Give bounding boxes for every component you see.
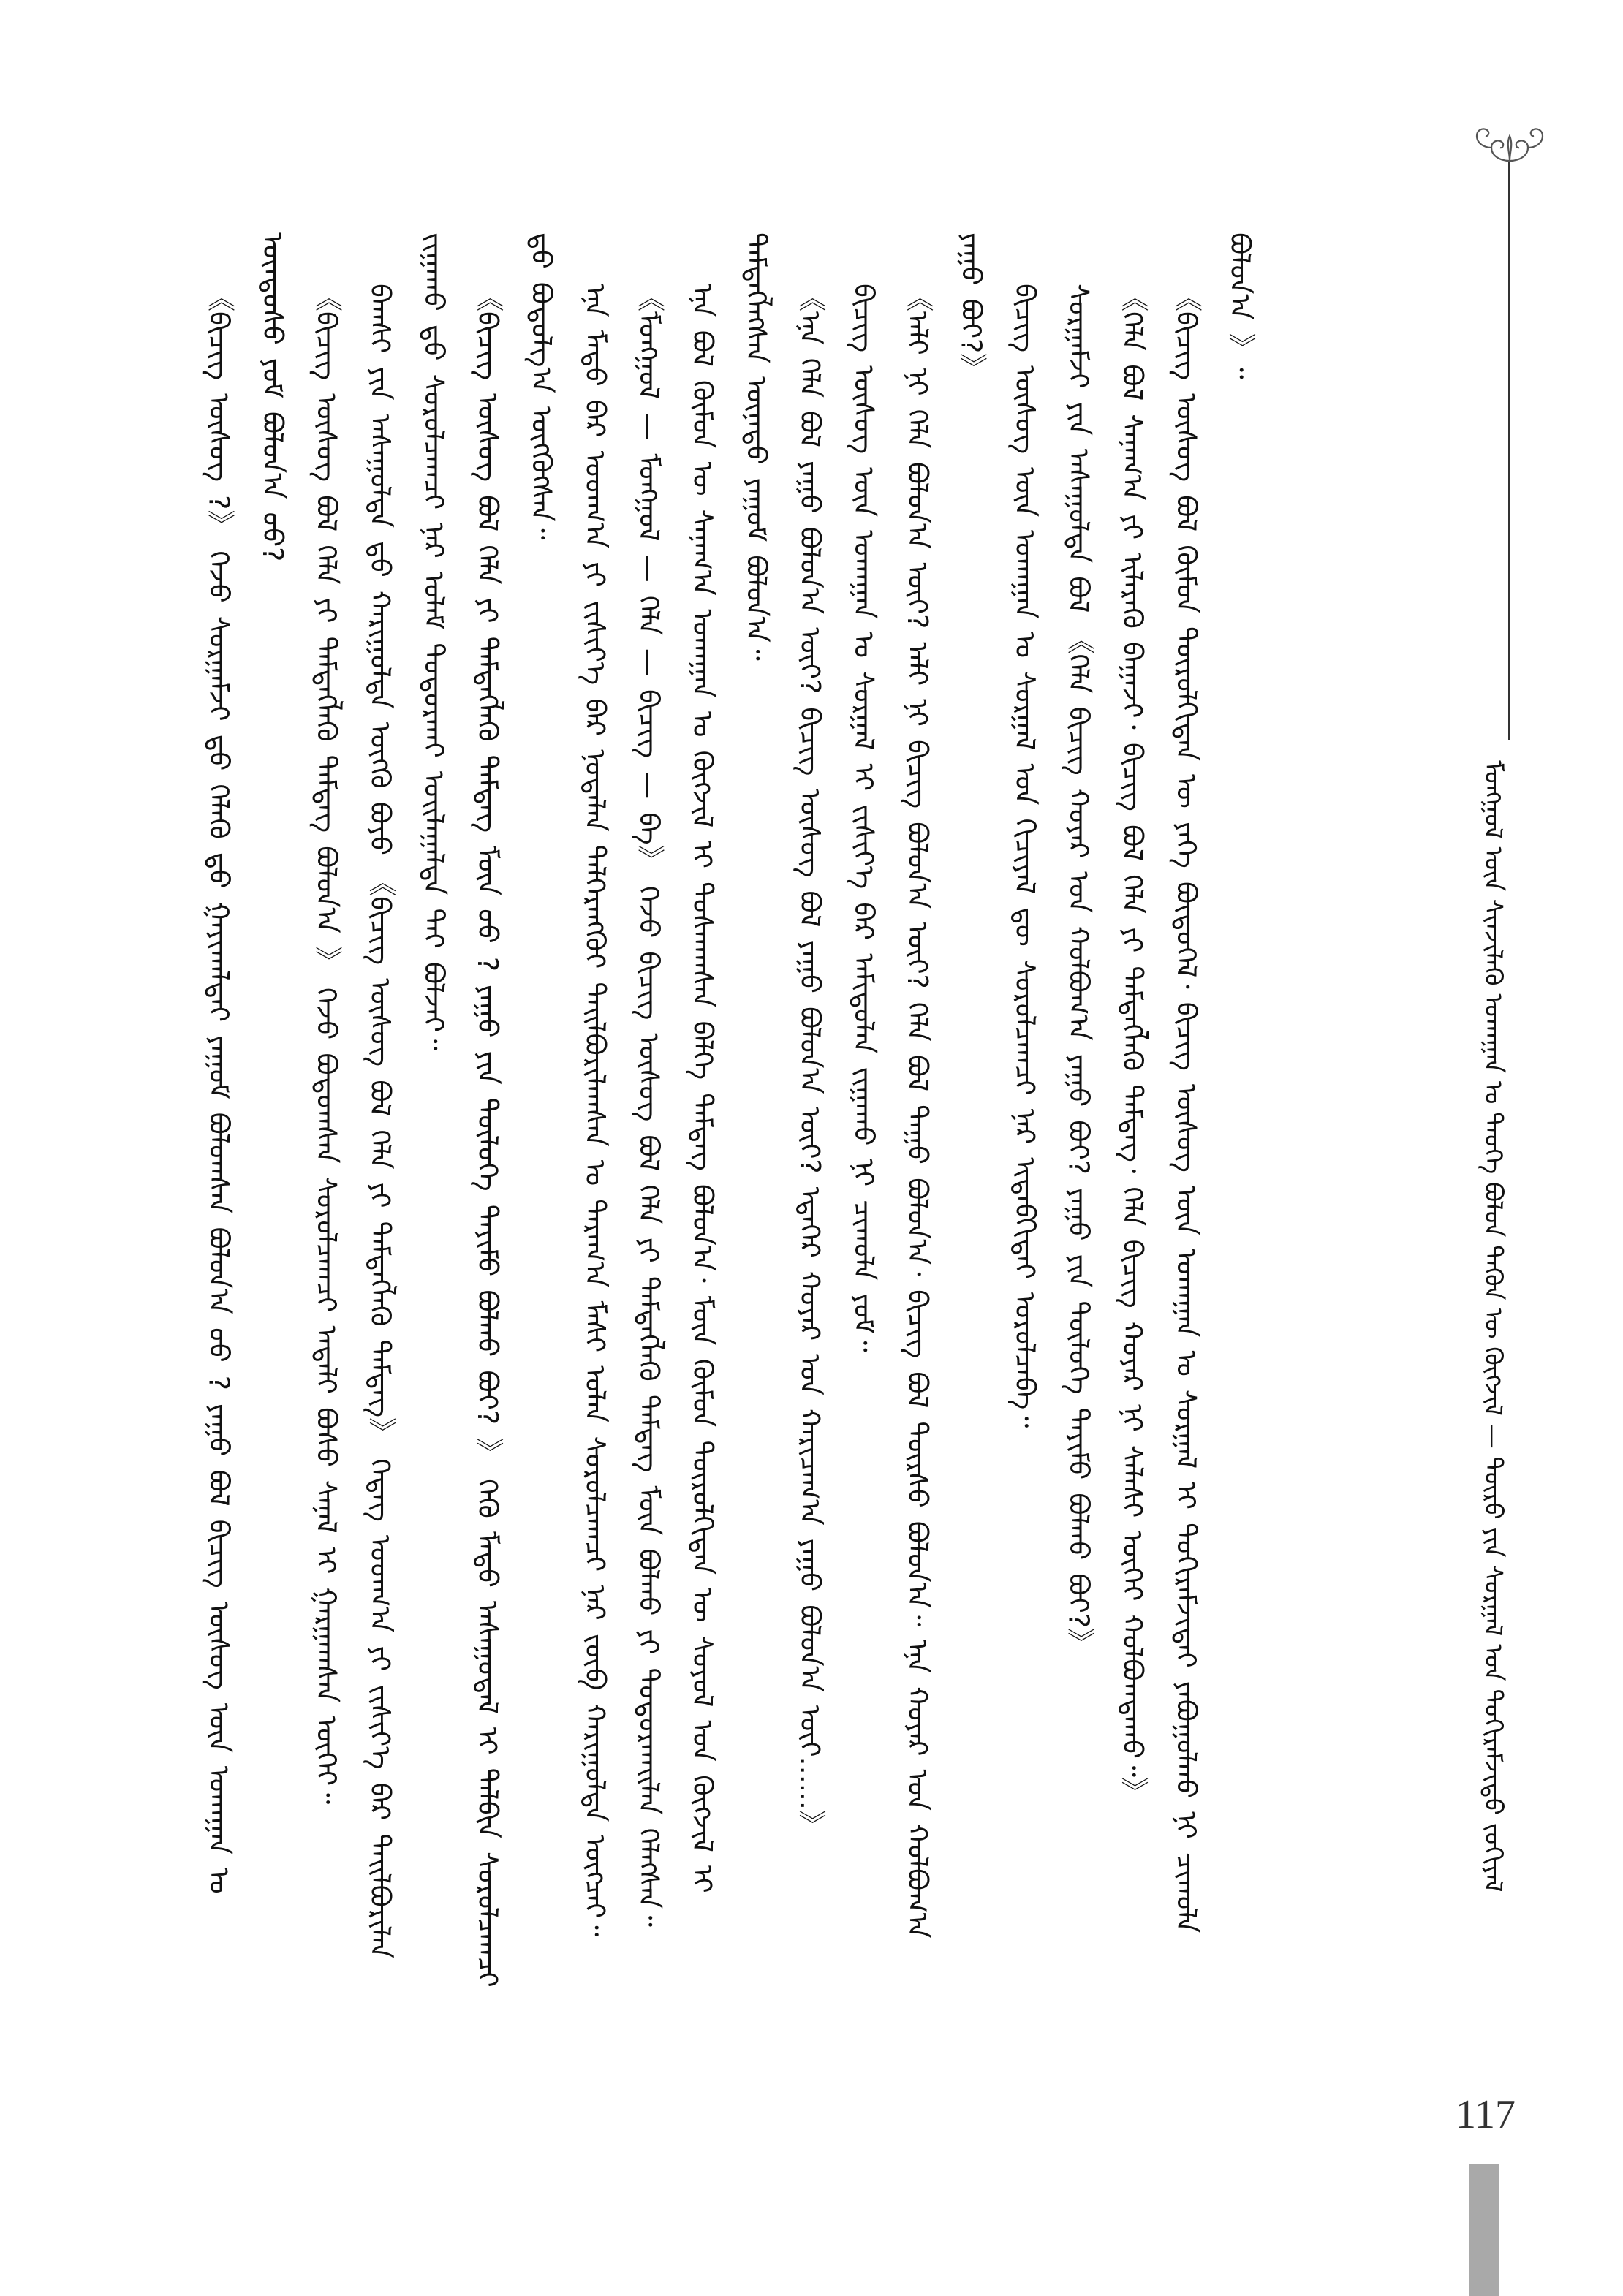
page-edge-tab — [1469, 2164, 1499, 2296]
paragraph: 《ᠬᠡᠯᠡ ᠪᠣᠯ ᠰᠠᠨᠠᠭ᠎ᠠ ᠶᠢ ᠢᠯᠡᠷᠡᠬᠦ ᠪᠠᠭᠠᠵᠢ᠂ ᠪᠢᠴᠢᠭ ᠪᠣᠯ ᠬᠡᠯᠡ ᠶᠢ ᠲᠡᠮᠳᠡᠭᠯᠡᠬᠦ ᠲᠡᠮᠳᠡᠭ᠂ ᠬᠡᠯᠡ ᠪᠢᠴᠢᠭ ᠬᠣᠶᠠᠷ ᠨᠢ ᠰᠠᠯᠠᠰᠢ ᠦᠭᠡᠢ ᠬᠣᠯᠪᠣᠭᠳᠠᠬᠤ᠃》 — [1116, 284, 1149, 1806]
header-rule — [1508, 162, 1510, 740]
paragraph: 《ᠮᠣᠩᠭᠣᠯ — ᠮᠣᠩᠭᠣᠯ — ᠬᠡᠯᠡ — ᠪᠢᠴᠢᠭ — ᠪᠠ》 ᠭᠡᠵᠦ ᠪᠢᠴᠢᠭ ᠦᠰᠦᠭ ᠪᠣᠯ ᠬᠡᠯᠡ ᠶᠢ ᠲᠡᠮᠳᠡᠭᠯᠡᠬᠦ ᠲᠡᠮᠳᠡᠭ ᠮᠥᠨ ᠪᠣᠯᠬᠤ ᠶᠢ ᠲᠣᠳᠣᠷᠬᠠᠢᠯᠠᠨ ᠬᠡᠯᠡᠭᠰᠡᠨ᠃ — [632, 284, 665, 1928]
paragraph: ᠡᠨᠡ ᠮᠡᠲᠦ ᠪᠡᠷ ᠤᠳᠬ᠎ᠠ ᠶᠢ ᠵᠢᠱᠢᠶ᠎ᠡ ᠪᠡᠷ ᠨᠣᠲᠠᠯᠠᠨ ᠳᠡᠯᠭᠡᠷᠡᠩᠭᠦᠢ ᠲᠠᠢᠯᠪᠤᠷᠢᠯᠠᠭᠰᠠᠨ ᠤ ᠳᠠᠷᠠᠭ᠎ᠠ ᠮᠠᠰᠢ ᠣᠯᠠᠨ ᠰᠤᠷᠤᠯᠴᠠᠭᠴᠢ ᠨᠠᠷ ᠵᠥᠪ ᠬᠠᠷᠢᠭᠤᠯᠲᠠ ᠥᠭᠴᠡᠢ᠃ — [579, 284, 611, 1937]
paragraph: 《ᠪᠢᠴᠢᠭ ᠦᠰᠦᠭ ?》 ᠭᠡᠵᠦ ᠰᠤᠷᠭᠠᠮᠵᠢ ᠳ᠋ᠤ ᠬᠡᠯᠡᠬᠦ ᠳ᠋ᠤ ᠭᠠᠶᠢᠬᠠᠯᠲᠠᠢ ᠶᠠᠭᠤᠮ ᠪᠣᠯᠤᠭᠰᠠᠨ ᠪᠣᠯᠤᠨ᠎ᠠ ᠤᠤ ? ᠶᠠᠭᠤ ᠪᠣᠯ ᠪᠢᠴᠢᠭ ᠦᠰᠦᠭ ᠦᠨ ᠤᠬᠠᠭᠠᠨ ᠤ ᠦᠨᠳᠦᠰᠦ ᠶᠤᠮ ᠪᠣᠯᠤᠨ᠎ᠠ ᠤᠤ? — [203, 232, 289, 1894]
paragraph: 《ᠠᠯᠢ ᠨᠢ ᠬᠡᠯᠡ ᠪᠣᠯᠤᠨ᠎ᠠ ᠦᠢ? ᠠᠯᠢ ᠨᠢ ᠪᠢᠴᠢᠭ ᠪᠣᠯᠤᠨ᠎ᠠ ᠦᠢ? ᠬᠡᠯᠡ ᠪᠣᠯ ᠳᠠᠭᠤ ᠪᠣᠯᠤᠨ᠎ᠠ᠂ ᠪᠢᠴᠢᠭ ᠪᠣᠯ ᠳᠦᠷᠰᠦ ᠪᠣᠯᠤᠨ᠎ᠠ᠃ ᠡᠨᠡ ᠬᠣᠶᠠᠷ ᠤᠨ ᠬᠣᠯᠪᠣᠭ᠎ᠠ ᠶᠠᠭᠤ ᠪᠣᠢ?》 — [901, 232, 988, 1939]
paragraph: ᠪᠠᠭᠰᠢ ᠶᠢᠨ ᠠᠰᠠᠭᠤᠯᠲᠠ ᠳ᠋ᠤ ᠬᠠᠷᠢᠭᠤᠯᠲᠠ ᠥᠭᠬᠦ ᠪᠤᠶᠤ 《ᠪᠢᠴᠢᠭ ᠦᠰᠦᠭ ᠪᠣᠯ ᠬᠡᠯᠡ ᠶᠢ ᠲᠡᠮᠳᠡᠭᠯᠡᠬᠦ ᠲᠡᠮᠳᠡᠭ》 ᠭᠡᠳᠡᠭ ᠤᠳᠬ᠎ᠠ ᠶᠢ ᠵᠢᠱᠢᠶ᠎ᠡ ᠪᠡᠷ ᠲᠠᠢᠯᠪᠤᠷᠢᠯᠠᠨ ᠵᠢᠭᠠᠬᠤ ᠳ᠋ᠤ ᠰᠤᠷᠤᠯᠴᠠᠭᠴᠢ ᠨᠠᠷ ᠤᠯᠠᠮ ᠲᠣᠳᠣᠷᠬᠠᠢ ᠣᠢᠯᠠᠭᠠᠯᠲᠠ ᠲᠠᠢ ᠪᠣᠯᠵᠠᠢ᠃ — [364, 232, 450, 1959]
ornament-icon — [1469, 123, 1550, 164]
paragraph: ᠪᠢᠴᠢᠭ ᠦᠰᠦᠭ ᠦᠨ ᠤᠬᠠᠭᠠᠨ ᠤ ᠰᠤᠷᠭᠠᠯ ᠢ ᠵᠢᠱᠢᠶ᠎ᠡ ᠪᠡᠷ ᠠᠮᠢᠳᠤᠯᠠᠨ ᠵᠢᠭᠠᠬᠤ ᠨᠢ ᠴᠢᠬᠤᠯᠠ ᠶᠤᠮ᠃ — [847, 284, 880, 1352]
page-number: 117 — [1456, 2092, 1516, 2137]
paragraph: 《ᠡᠨᠡ ᠬᠡᠯᠡ ᠪᠣᠯ ᠶᠠᠭᠤ ᠪᠣᠯᠤᠨ᠎ᠠ ᠦᠢ? ᠪᠢᠴᠢᠭ ᠦᠰᠦᠭ ᠪᠣᠯ ᠶᠠᠭᠤ ᠪᠣᠯᠤᠨ᠎ᠠ ᠦᠢ? ᠡᠳᠡᠭᠡᠷ ᠬᠣᠶᠠᠷ ᠤᠨ ᠬᠠᠷᠢᠴᠠᠭ᠎ᠠ ᠶᠠᠭᠤ ᠪᠣᠯᠤᠨ᠎ᠠ ᠦᠢ......》 — [794, 284, 826, 1838]
running-header: ᠮᠣᠩᠭᠣᠯ ᠦᠨ ᠰᠢᠨᠵᠢᠯᠡᠬᠦ ᠤᠬᠠᠭᠠᠨ ᠤ ᠲᠡᠦᠬᠡ ᠪᠣᠯᠣᠨ ᠲᠡᠭᠦᠨ ᠦ ᠬᠥᠭᠵᠢᠯ — ᠲᠥᠷᠦ ᠶᠢᠨ ᠰᠤᠷᠭᠠᠯ ᠤᠨ ᠲᠣᠬᠢᠷᠠᠮᠵᠢᠲᠤ ᠵᠣᠬᠢᠶᠠᠯ — [1478, 760, 1507, 1893]
paragraph: 《ᠪᠢᠴᠢᠭ ᠦᠰᠦᠭ ᠪᠣᠯ ᠬᠦᠮᠦᠨ ᠲᠥᠷᠦᠯᠬᠢᠲᠡᠨ ᠦ ᠶᠡᠬᠡ ᠪᠦᠲᠦᠭᠡᠯ᠂ ᠪᠢᠴᠢᠭ ᠦᠰᠦᠭ ᠦᠨ ᠤᠬᠠᠭᠠᠨ ᠤ ᠰᠤᠷᠭᠠᠯ ᠢ ᠲᠣᠬᠢᠷᠠᠮᠵᠢᠲᠠᠢ ᠶᠠᠪᠤᠭᠤᠯᠬᠤ ᠨᠢ ᠴᠢᠬᠤᠯᠠ ᠪᠣᠯᠤᠨ᠎ᠠ 》᠃ — [1170, 232, 1256, 1933]
paragraph: 《ᠪᠢᠴᠢᠭ ᠦᠰᠦᠭ ᠪᠣᠯ ᠬᠡᠯᠡ ᠶᠢ ᠲᠡᠮᠳᠡᠭᠯᠡᠬᠦ ᠲᠡᠮᠳᠡᠭ ᠪᠣᠯᠤᠨ᠎ᠠ 》 ᠭᠡᠵᠦ ᠪᠣᠳᠤᠭᠰᠠᠨ ᠰᠤᠷᠤᠯᠴᠠᠭᠴᠢ ᠠᠳᠠᠯᠢ ᠪᠤᠰᠤ ᠰᠠᠨᠠᠯ ᠢ ᠭᠠᠷᠭᠠᠭᠰᠠᠨ ᠦᠭᠡᠢ᠃ — [310, 284, 343, 1805]
paragraph: 《ᠪᠢᠴᠢᠭ ᠦᠰᠦᠭ ᠪᠣᠯ ᠬᠡᠯᠡ ᠶᠢ ᠲᠡᠮᠳᠡᠭᠯᠡᠬᠦ ᠲᠡᠮᠳᠡᠭ ᠮᠥᠨ ᠦᠦ ? ᠶᠠᠭᠤ ᠶᠢᠨ ᠲᠥᠯᠦᠭᠡ ᠲᠡᠶᠢᠮᠦ ᠪᠣᠯᠬᠤ ᠪᠤᠢ? 》 ᠭᠡᠬᠦ ᠮᠡᠲᠦ ᠠᠰᠠᠭᠤᠳᠠᠯ ᠢ ᠲᠠᠯᠪᠢᠨ ᠰᠤᠷᠤᠯᠴᠠᠭᠴᠢ ᠳ᠋ᠤ ᠪᠣᠳᠤᠯᠭ᠎ᠠ ᠥᠭᠭᠦᠭᠰᠡᠨ᠃ — [472, 232, 558, 1988]
paragraph: ᠡᠨᠡ ᠪᠣᠯ ᠬᠦᠮᠦᠨ ᠦ ᠰᠠᠨᠠᠭ᠎ᠠ ᠤᠬᠠᠭᠠᠨ ᠤ ᠬᠥᠭᠵᠢᠯ ᠢ ᠲᠤᠰᠬᠠᠭᠰᠠᠨ ᠪᠡᠯᠭᠡ ᠲᠡᠮᠳᠡᠭ ᠪᠣᠯᠤᠨ᠎ᠠ᠂ ᠮᠥᠨ ᠬᠦᠮᠦᠨ ᠲᠥᠷᠦᠯᠬᠢᠲᠡᠨ ᠦ ᠰᠣᠶᠣᠯ ᠤᠨ ᠬᠥᠭᠵᠢᠯ ᠢ ᠲᠡᠮᠳᠡᠭᠯᠡᠭᠰᠡᠨ ᠦᠨᠡᠲᠦ ᠶᠠᠭᠤᠮ ᠪᠣᠯᠤᠨ᠎ᠠ᠃ — [686, 232, 773, 1893]
body-text — [192, 232, 1398, 2001]
paragraph: ᠰᠤᠷᠭᠠᠮᠵᠢ ᠶᠢᠨ ᠠᠰᠠᠭᠤᠯᠲᠠ ᠪᠣᠯ 《ᠬᠡᠯᠡ ᠪᠢᠴᠢᠭ ᠬᠣᠶᠠᠷ ᠤᠨ ᠬᠣᠯᠪᠣᠭ᠎ᠠ ᠶᠠᠭᠤ ᠪᠣᠢ? ᠶᠠᠭᠤ ᠶᠢᠨ ᠲᠥᠯᠦᠭᠡ ᠲᠡᠶᠢᠮᠦ ᠪᠣᠯᠬᠤ ᠪᠤᠢ?》 — [1062, 284, 1095, 1656]
paragraph: ᠪᠢᠴᠢᠭ ᠦᠰᠦᠭ ᠦᠨ ᠤᠬᠠᠭᠠᠨ ᠤ ᠰᠤᠷᠭᠠᠯ ᠤᠨ ᠬᠢᠴᠢᠶᠡᠯ ᠳᠦ ᠰᠤᠷᠤᠯᠴᠠᠭᠴᠢ ᠨᠠᠷ ᠢᠳᠡᠪᠬᠢᠲᠡᠢ ᠣᠷᠣᠯᠴᠠᠪᠠ᠃ — [1009, 284, 1041, 1428]
